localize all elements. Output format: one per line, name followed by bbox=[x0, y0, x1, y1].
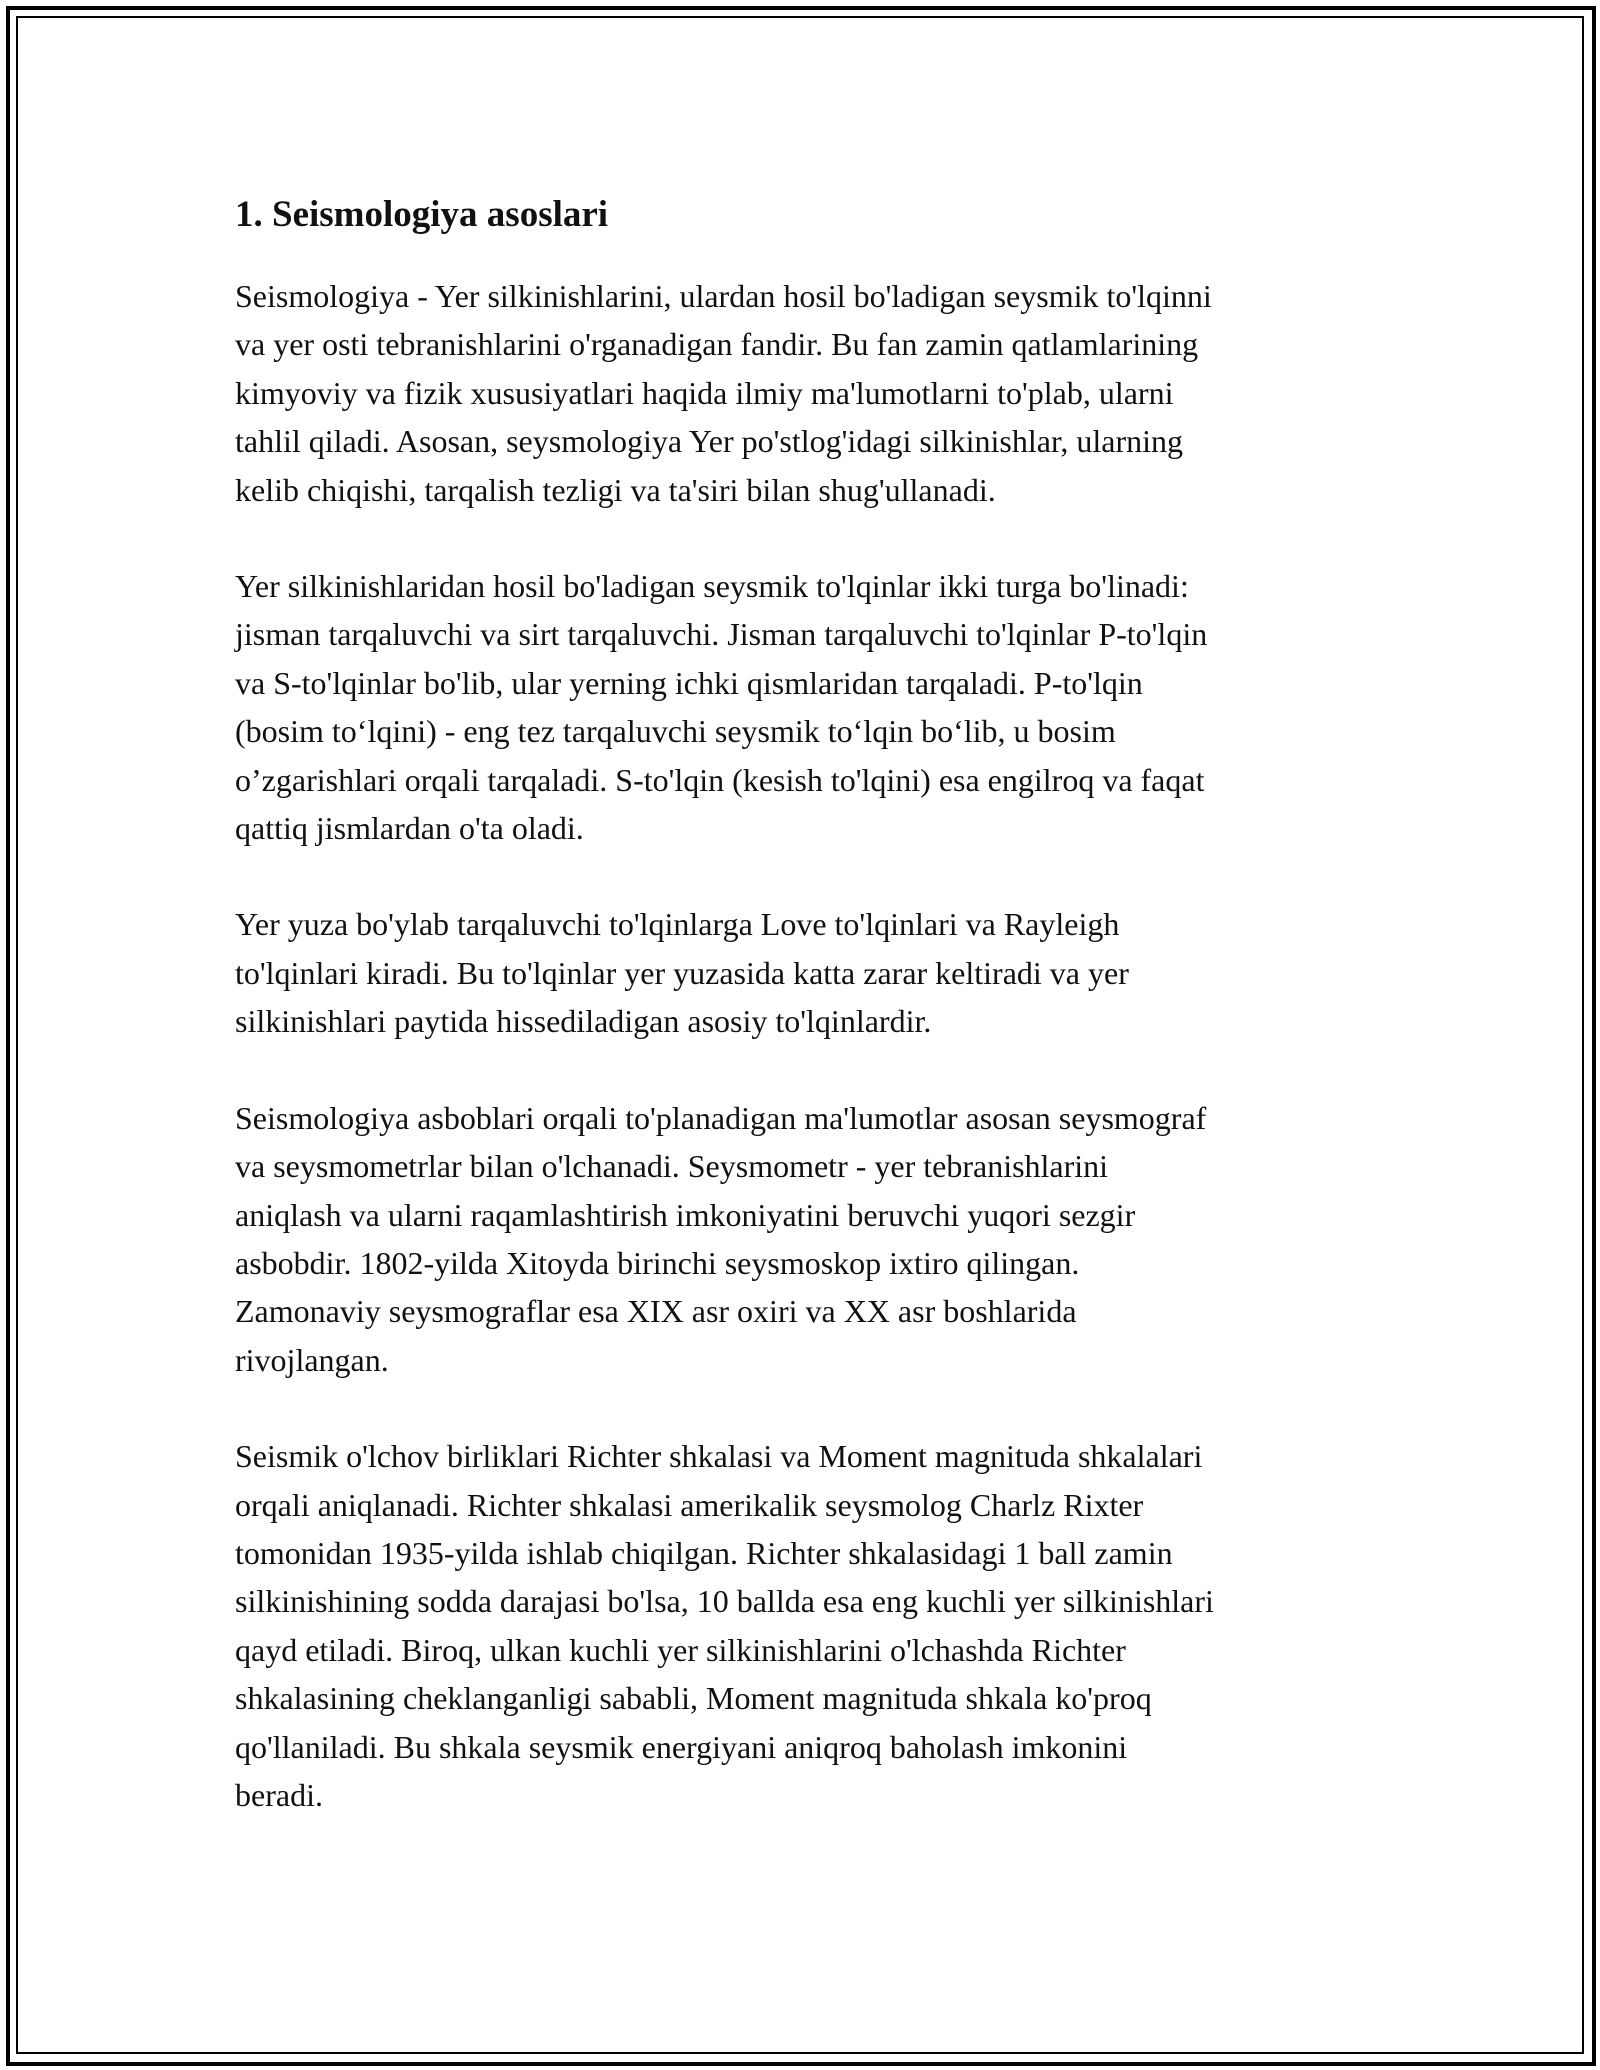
paragraph-scales: Seismik o'lchov birliklari Richter shkalasi va Moment magnituda shkalalari orqali aniqlanadi. Richter shkalasi amerikalik seysmolog Charlz Rixter tomonidan 1935-yilda ishlab chiqilgan. Richter shkalasidagi 1 ball zamin silkinishining sodda darajasi bo'lsa, 10 ballda esa eng kuchli yer silkinishlari qayd etiladi. Biroq, ulkan kuchli yer silkinishlarini o'lchashda Richter shkalasining cheklanganligi sababli, Moment magnituda shkala ko'proq qo'llaniladi. Bu shkala seysmik energiyani aniqroq baholash imkonini beradi. bbox=[235, 1438, 1214, 1813]
paragraph-surface-waves: Yer yuza bo'ylab tarqaluvchi to'lqinlarga Love to'lqinlari va Rayleigh to'lqinlari kiradi. Bu to'lqinlar yer yuzasida katta zarar keltiradi va yer silkinishlari paytida hissediladigan asosiy to'lqinlardir. bbox=[235, 906, 1129, 1040]
paragraph-body-waves: Yer silkinishlaridan hosil bo'ladigan seysmik to'lqinlar ikki turga bo'linadi: jisman tarqaluvchi va sirt tarqaluvchi. Jisman tarqaluvchi to'lqinlar P-to'lqin va S-to'lqinlar bo'lib, ular yerning ichki qismlaridan tarqaladi. P-to'lqin (bosim to‘lqini) - eng tez tarqaluvchi seysmik to‘lqin bo‘lib, u bosim o’zgarishlari orqali tarqaladi. S-to'lqin (kesish to'lqini) esa engilroq va faqat qattiq jismlardan o'ta oladi. bbox=[235, 568, 1208, 847]
section-heading: 1. Seismologiya asoslari bbox=[235, 194, 609, 235]
paragraph-definition: Seismologiya - Yer silkinishlarini, ulardan hosil bo'ladigan seysmik to'lqinni va yer osti tebranishlarini o'rganadigan fandir. Bu fan zamin qatlamlarining kimyoviy va fizik xususiyatlari haqida ilmiy ma'lumotlarni to'plab, ularni tahlil qiladi. Asosan, seysmologiya Yer po'stlog'idagi silkinishlar, ularning kelib chiqishi, tarqalish tezligi va ta'siri bilan shug'ullanadi. bbox=[235, 278, 1212, 508]
document-body bbox=[235, 186, 1415, 1867]
paragraph-instruments: Seismologiya asboblari orqali to'planadigan ma'lumotlar asosan seysmograf va seysmometrlar bilan o'lchanadi. Seysmometr - yer tebranishlarini aniqlash va ularni raqamlashtirish imkoniyatini beruvchi yuqori sezgir asbobdir. 1802-yilda Xitoyda birinchi seysmoskop ixtiro qilingan. Zamonaviy seysmograflar esa XIX asr oxiri va XX asr boshlarida rivojlangan. bbox=[235, 1099, 1207, 1378]
